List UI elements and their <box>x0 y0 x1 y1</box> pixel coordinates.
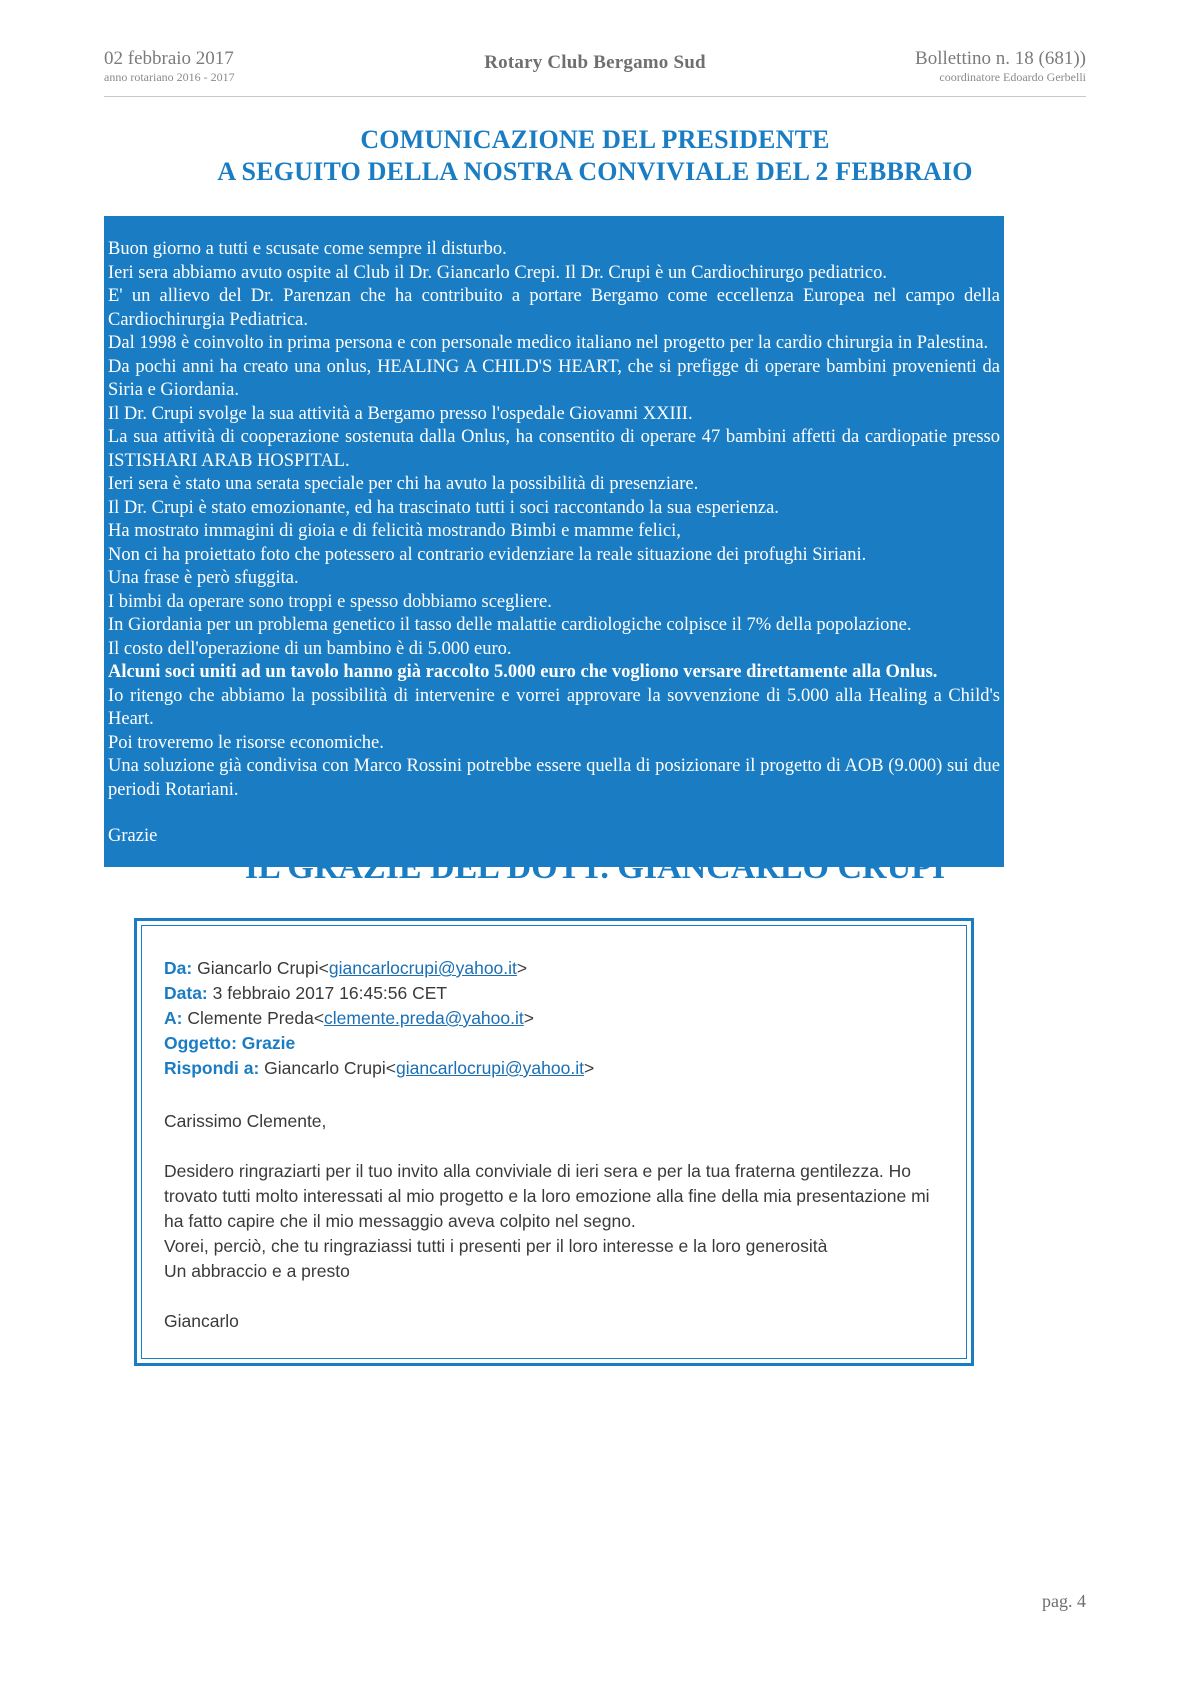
header-club-name: Rotary Club Bergamo Sud <box>484 52 706 73</box>
header-divider <box>104 96 1086 97</box>
email-date-line <box>164 981 940 1006</box>
email-from-address[interactable]: giancarlocrupi@yahoo.it <box>328 958 517 978</box>
message-paragraph: Dal 1998 è coinvolto in prima persona e con personale medico italiano nel progetto per la cardio chirurgia in Palestina. <box>108 333 989 353</box>
email-body <box>164 1109 940 1334</box>
message-paragraph: I bimbi da operare sono troppi e spesso dobbiamo scegliere. <box>108 591 552 612</box>
page-number: pag. 4 <box>1042 1591 1086 1611</box>
message-paragraph: Ieri sera abbiamo avuto ospite al Club il Dr. Giancarlo Crepi. Il Dr. Crupi è un Cardiochirurgo pediatrico. <box>108 262 888 283</box>
email-to-line <box>164 1006 940 1031</box>
email-angle-open: < <box>318 958 329 978</box>
email-body-paragraph-3: Un abbraccio e a presto <box>164 1261 350 1281</box>
message-spacer <box>108 802 1000 825</box>
email-angle-close: > <box>523 1008 534 1028</box>
email-angle-open: < <box>313 1008 325 1028</box>
email-quote-inner <box>141 925 967 1359</box>
email-to-name: Clemente Preda <box>187 1008 314 1028</box>
message-paragraph: Ieri sera è stato una serata speciale per chi ha avuto la possibilità di presenziare. <box>108 474 699 494</box>
email-from-name: Giancarlo Crupi <box>197 958 319 978</box>
email-to-label: A: <box>164 1008 183 1028</box>
email-quote-box <box>134 918 974 1366</box>
email-body-paragraph-1: Desidero ringraziarti per il tuo invito alla conviviale di ieri sera e per la tua fraterna gentilezza. Ho trovato tutti molto interessati al mio progetto e la loro emozione alla fine della mia presentazione mi ha fatto capire che il mio messaggio aveva colpito nel segno. <box>164 1161 930 1231</box>
email-body-gap <box>164 1284 940 1309</box>
email-to-address[interactable]: clemente.preda@yahoo.it <box>324 1008 524 1028</box>
message-paragraph: E' un allievo del Dr. Parenzan che ha contribuito a portare Bergamo come eccellenza Europea nel campo della Cardiochirurgia Pediatrica. <box>108 286 1000 330</box>
message-paragraph: Il Dr. Crupi è stato emozionante, ed ha trascinato tutti i soci raccontando la sua esperienza. <box>108 497 779 518</box>
email-angle-open: < <box>385 1058 396 1078</box>
email-signature: Giancarlo <box>164 1311 239 1331</box>
email-replyto-line <box>164 1056 940 1081</box>
email-replyto-label: Rispondi a: <box>164 1058 260 1078</box>
section-heading-thanks: IL GRAZIE DEL DOTT. GIANCARLO CRUPI <box>244 849 946 886</box>
message-paragraph: Buon giorno a tutti e scusate come sempre il disturbo. <box>108 239 507 259</box>
email-from-label: Da: <box>164 958 193 978</box>
header-bulletin-number: Bollettino n. 18 (681)) <box>915 48 1086 69</box>
page-title-line-1: COMUNICAZIONE DEL PRESIDENTE <box>360 125 830 154</box>
message-paragraph: Poi troveremo le risorse economiche. <box>108 732 384 753</box>
header-rotary-year: anno rotariano 2016 - 2017 <box>104 70 235 84</box>
email-date-value: 3 febbraio 2017 16:45:56 CET <box>212 983 448 1003</box>
message-paragraph: Il costo dell'operazione di un bambino è di 5.000 euro. <box>108 638 512 659</box>
message-paragraph: Da pochi anni ha creato una onlus, HEALING A CHILD'S HEART, che si prefigge di operare bambini provenienti da Siria e Giordania. <box>108 356 1000 400</box>
message-paragraph: In Giordania per un problema genetico il tasso delle malattie cardiologiche colpisce il 7% della popolazione. <box>108 615 912 635</box>
page-header <box>104 48 1086 94</box>
message-paragraph: Non ci ha proiettato foto che potessero al contrario evidenziare la reale situazione dei profughi Siriani. <box>108 544 867 565</box>
email-from-line <box>164 956 940 981</box>
message-paragraph: Una frase è però sfuggita. <box>108 568 299 588</box>
president-message-block <box>104 216 1004 867</box>
message-paragraph: Io ritengo che abbiamo la possibilità di intervenire e vorrei approvare la sovvenzione di 5.000 alla Healing a Child's Heart. <box>108 685 1000 729</box>
page-title <box>104 124 1086 188</box>
page-title-line-2: A SEGUITO DELLA NOSTRA CONVIVIALE DEL 2 FEBBRAIO <box>217 157 973 186</box>
message-closing: Grazie <box>108 826 158 846</box>
header-coordinator: coordinatore Edoardo Gerbelli <box>939 70 1086 84</box>
email-greeting: Carissimo Clemente, <box>164 1111 327 1131</box>
email-replyto-name: Giancarlo Crupi <box>264 1058 386 1078</box>
email-subject-line <box>164 1031 940 1056</box>
email-body-gap <box>164 1134 940 1159</box>
email-replyto-address[interactable]: giancarlocrupi@yahoo.it <box>395 1058 584 1078</box>
header-right <box>915 48 1086 84</box>
message-paragraph: Una soluzione già condivisa con Marco Rossini potrebbe essere quella di posizionare il progetto di AOB (9.000) sui due periodi Rotariani. <box>108 756 1000 800</box>
email-subject-label: Oggetto: Grazie <box>164 1033 296 1053</box>
email-angle-close: > <box>583 1058 595 1078</box>
message-paragraph-highlight: Alcuni soci uniti ad un tavolo hanno già raccolto 5.000 euro che vogliono versare direttamente alla Onlus. <box>108 662 938 682</box>
message-paragraph: Il Dr. Crupi svolge la sua attività a Bergamo presso l'ospedale Giovanni XXIII. <box>108 403 693 424</box>
message-paragraph: Ha mostrato immagini di gioia e di felicità mostrando Bimbi e mamme felici, <box>108 521 681 541</box>
header-date: 02 febbraio 2017 <box>104 48 234 69</box>
email-date-label: Data: <box>164 983 208 1003</box>
email-body-paragraph-2: Vorei, perciò, che tu ringraziassi tutti i presenti per il loro interesse e la loro generosità <box>164 1236 828 1256</box>
message-paragraph: La sua attività di cooperazione sostenuta dalla Onlus, ha consentito di operare 47 bambini affetti da cardiopatie presso ISTISHARI ARAB HOSPITAL. <box>108 427 1000 471</box>
email-angle-close: > <box>516 958 528 978</box>
